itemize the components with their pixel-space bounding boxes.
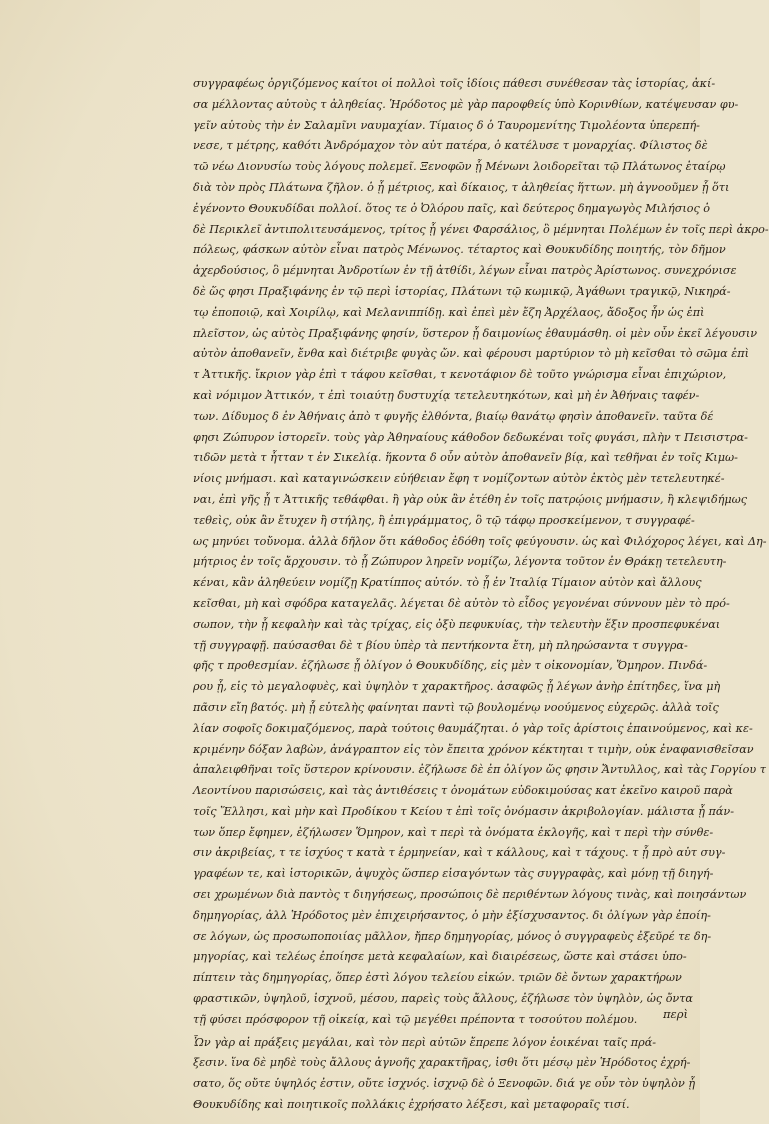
text-line: Λεοντίνου παρισώσεις, καὶ τὰς ἀντιθέσεις τ ὀνομάτων εὐδοκιμούσας κατ ἐκεῖνο καιροῦ παρὰ [193, 784, 733, 798]
text-line: σωπον, τὴν ᾗ κεφαλὴν καὶ τὰς τρίχας, εἰς ὀξὺ πεφυκυίας, τὴν τελευτὴν ἕξιν προσπεφυκέναι [193, 617, 721, 631]
text-line: τοῖς Ἕλλησι, καὶ μὴν καὶ Προδίκου τ Κείου τ ἐπὶ τοῖς ὀνόμασιν ἀκριβολογίαν. μάλιστα ᾗ πάν- [193, 804, 734, 818]
text-line: γεῖν αὐτοὺς τὴν ἐν Σαλαμῖνι ναυμαχίαν. Τίμαιος δ ὁ Ταυρομενίτης Τιμολέοντα ὑπερεπή- [193, 118, 700, 132]
text-line: σε λόγων, ὡς προσωποποιίας μᾶλλον, ἤπερ δημηγορίας, μόνος ὁ συγγραφεὺς ἐξεῦρέ τε δη- [193, 929, 712, 943]
text-line: των ὅπερ ἔφημεν, ἐζήλωσεν Ὅμηρον, καὶ τ περὶ τὰ ὀνόματα ἐκλογῆς, καὶ τ περὶ τὴν σύνθε- [193, 825, 714, 839]
text-line: τεθεὶς, οὐκ ἂν ἔτυχεν ἢ στήλης, ἢ ἐπιγράμματος, ὃ τῷ τάφῳ προσκείμενον, τ συγγραφέ- [193, 513, 695, 527]
text-block [193, 74, 769, 1116]
text-line: νεσε, τ μέτρης, καθότι Ἀνδρόμαχον τὸν αὐτ πατέρα, ὁ κατέλυσε τ μοναρχίας. Φίλιστος δὲ [193, 139, 708, 153]
text-line: κεῖσθαι, μὴ καὶ σφόδρα καταγελᾶς. λέγεται δὲ αὐτὸν τὸ εἶδος γεγονέναι σύννουν μὲν τὸ πρό- [193, 596, 730, 610]
text-line: τῶ νέω Διονυσίω τοὺς λόγους πολεμεῖ. Ξενοφῶν ᾗ Μένωνι λοιδορεῖται τῷ Πλάτωνος ἑταίρῳ [193, 160, 726, 174]
text-line: σει χρωμένων διὰ παντὸς τ διηγήσεως, προσώποις δὲ περιθέντων λόγους τινὰς, καὶ ποιησάντων [193, 888, 747, 902]
text-line: φραστικῶν, ὑψηλοῦ, ἰσχνοῦ, μέσου, παρεὶς τοὺς ἄλλους, ἐζήλωσε τὸν ὑψηλὸν, ὡς ὄντα [193, 992, 693, 1006]
text-line: μήτριος ἐν τοῖς ἄρχουσιν. τὸ ᾗ Ζώπυρον ληρεῖν νομίζω, λέγοντα τοῦτον ἐν Θράκῃ τετελευτη- [193, 555, 727, 569]
text-line: ναι, ἐπὶ γῆς ᾗ τ Ἀττικῆς τεθάφθαι. ἢ γὰρ οὐκ ἂν ἐτέθη ἐν τοῖς πατρῴοις μνήμασιν, ἢ κλεψιδήμως [193, 492, 748, 506]
text-line: αὐτὸν ἀποθανεῖν, ἔνθα καὶ διέτριβε φυγὰς ὤν. καὶ φέρουσι μαρτύριον τὸ μὴ κεῖσθαι τὸ σῶμα ἐπὶ [193, 347, 749, 361]
text-line: τῳ ἐποποιῷ, καὶ Χοιρίλῳ, καὶ Μελανιππίδῃ. καὶ ἐπεὶ μὲν ἔζη Ἀρχέλαος, ἄδοξος ἦν ὡς ἐπὶ [193, 305, 705, 319]
text-line: Θουκυδίδης καὶ ποιητικοῖς πολλάκις ἐχρήσατο λέξεσι, καὶ μεταφοραῖς τισί. [193, 1098, 630, 1112]
text-line: ἀχερδούσιος, ὃ μέμνηται Ἀνδροτίων ἐν τῇ ἀτθίδι, λέγων εἶναι πατρὸς Ἀρίστωνος. συνεχρόνισε [193, 264, 737, 278]
text-line: τ Ἀττικῆς. ἴκριον γὰρ ἐπὶ τ τάφου κεῖσθαι, τ κενοτάφιον δὲ τοῦτο γνώρισμα εἶναι ἐπιχώριον, [193, 368, 727, 382]
text-line: ξεσιν. ἵνα δὲ μηδὲ τοὺς ἄλλους ἀγνοῆς χαρακτῆρας, ἰσθι ὅτι μέσῳ μὲν Ἡρόδοτος ἐχρή- [193, 1056, 691, 1070]
text-line: τῇ συγγραφῇ. παύσασθαι δὲ τ βίου ὑπὲρ τὰ πεντήκοντα ἔτη, μὴ πληρώσαντα τ συγγρα- [193, 638, 688, 652]
text-line: Ὧν γὰρ αἱ πράξεις μεγάλαι, καὶ τὸν περὶ αὐτῶν ἔπρεπε λόγον ἐοικέναι ταῖς πρά- [193, 1035, 657, 1049]
text-line: των. Δίδυμος δ ἐν Ἀθήναις ἀπὸ τ φυγῆς ἐλθόντα, βιαίῳ θανάτῳ φησὶν ἀποθανεῖν. ταῦτα δέ [193, 409, 714, 423]
text-line: ρου ᾗ, εἰς τὸ μεγαλοφυὲς, καὶ ὑψηλὸν τ χαρακτῆρος. ἀσαφῶς ᾗ λέγων ἀνὴρ ἐπίτηδες, ἵνα μὴ [193, 680, 721, 694]
text-line: τιδῶν μετὰ τ ἧτταν τ ἐν Σικελίᾳ. ἥκοντα δ οὖν αὐτὸν ἀποθανεῖν βίᾳ, καὶ τεθῆναι ἐν τοῖς Κιμω- [193, 451, 738, 465]
text-line: ως μηνύει τοὔνομα. ἀλλὰ δῆλον ὅτι κάθοδος ἐδόθη τοῖς φεύγουσιν. ὡς καὶ Φιλόχορος λέγει, καὶ Δη- [193, 534, 767, 548]
text-line: ἀπαλειφθῆναι τοῖς ὕστερον κρίνουσιν. ἐζήλωσε δὲ ἐπ ὀλίγον ὥς φησιν Ἄντυλλος, καὶ τὰς Γοργίου τ [193, 763, 766, 777]
text-line: δημηγορίας, ἀλλ Ἡρόδοτος μὲν ἐπιχειρήσαντος, ὁ μὴν ἐξίσχυσαντος. δι ὀλίγων γὰρ ἐποίη- [193, 908, 711, 922]
text-line: συγγραφέως ὀργιζόμενος καίτοι οἱ πολλοὶ τοῖς ἰδίοις πάθεσι συνέθεσαν τὰς ἱστορίας, ἀκί- [193, 77, 716, 90]
text-line: λίαν σοφοῖς δοκιμαζόμενος, παρὰ τούτοις θαυμάζηται. ὁ γὰρ τοῖς ἀρίστοις ἐπαινούμενος, καὶ κε- [193, 721, 753, 735]
text-line: φῆς τ προθεσμίαν. ἐζήλωσε ᾗ ὀλίγον ὁ Θουκυδίδης, εἰς μὲν τ οἰκονομίαν, Ὅμηρον. Πινδά- [193, 659, 708, 673]
text-line: φησι Ζώπυρον ἱστορεῖν. τοὺς γὰρ Ἀθηναίους κάθοδον δεδωκέναι τοῖς φυγάσι, πλὴν τ Πεισιστρα- [193, 430, 748, 444]
text-line: δὲ ὥς φησι Πραξιφάνης ἐν τῷ περὶ ἱστορίας, Πλάτωνι τῷ κωμικῷ, Ἀγάθωνι τραγικῷ, Νικηρά- [193, 284, 731, 298]
text-line: διὰ τὸν πρὸς Πλάτωνα ζῆλον. ὁ ᾗ μέτριος, καὶ δίκαιος, τ ἀληθείας ἥττων. μὴ ἀγνοοῦμεν ᾗ ὅτι [193, 180, 730, 194]
text-line: σιν ἀκριβείας, τ τε ἰσχύος τ κατὰ τ ἑρμηνείαν, καὶ τ κάλλους, καὶ τ τάχους. τ ᾗ πρὸ αὐτ συγ- [193, 846, 726, 860]
text-line: καὶ νόμιμον Ἀττικόν, τ ἐπὶ τοιαύτῃ δυστυχίᾳ τετελευτηκότων, καὶ μὴ ἐν Ἀθήναις ταφέν- [193, 388, 700, 402]
text-line: σα μέλλοντας αὐτοὺς τ ἀληθείας. Ἡρόδοτος μὲ γὰρ παροφθείς ὑπὸ Κορινθίων, κατέψευσαν φυ- [193, 97, 739, 111]
text-line: τῇ φύσει πρόσφορον τῇ οἰκείᾳ, καὶ τῷ μεγέθει πρέποντα τ τοσούτου πολέμου. [193, 1012, 638, 1026]
text-line: κριμένην δόξαν λαβὼν, ἀνάγραπτον εἰς τὸν ἔπειτα χρόνον κέκτηται τ τιμὴν, οὐκ ἐναφανισθεῖσαν [193, 742, 754, 756]
text-line: σατο, ὅς οὔτε ὑψηλός ἐστιν, οὔτε ἰσχνός. ἰσχνῷ δὲ ὁ Ξενοφῶν. διά γε οὖν τὸν ὑψηλὸν ᾗ [193, 1077, 696, 1091]
text-line: κέναι, κἂν ἀληθεύειν νομίζῃ Κρατίππος αὐτόν. τὸ ᾗ ἐν Ἰταλίᾳ Τίμαιον αὐτὸν καὶ ἄλλους [193, 576, 702, 590]
text-line: πλεῖστον, ὡς αὐτὸς Πραξιφάνης φησίν, ὕστερον ᾗ δαιμονίως ἐθαυμάσθη. οἱ μὲν οὖν ἐκεῖ λέγουσιν [193, 326, 758, 340]
text-line: μηγορίας, καὶ τελέως ἐποίησε μετὰ κεφαλαίων, καὶ διαιρέσεως, ὥστε καὶ στάσει ὑπο- [193, 950, 687, 964]
text-line: γραφέων τε, καὶ ἱστορικῶν, ἀψυχὸς ὥσπερ εἰσαγόντων τὰς συγγραφὰς, καὶ μόνῃ τῇ διηγή- [193, 867, 714, 881]
text-line: πόλεως, φάσκων αὐτὸν εἶναι πατρὸς Μένωνος. τέταρτος καὶ Θουκυδίδης ποιητής, τὸν δῆμον [193, 243, 726, 257]
text-line: δὲ Περικλεῖ ἀντιπολιτευσάμενος, τρίτος ᾗ γένει Φαρσάλιος, ὃ μέμνηται Πολέμων ἐν τοῖς περὶ ἀκρο- [193, 222, 769, 236]
catchword: περὶ [663, 1007, 688, 1021]
text-line: νίοις μνήμασι. καὶ καταγινώσκειν εὐήθειαν ἔφη τ νομίζοντων αὐτὸν ἐκτὸς μὲν τετελευτηκέ- [193, 472, 725, 486]
text-line: ἐγένοντο Θουκυδίδαι πολλοί. ὅτος τε ὁ Ὀλόρου παῖς, καὶ δεύτερος δημαγωγὸς Μιλήσιος ὁ [193, 201, 711, 215]
text-line: πίπτειν τὰς δημηγορίας, ὅπερ ἐστὶ λόγου τελείου εἰκών. τριῶν δὲ ὄντων χαρακτήρων [193, 971, 682, 985]
text-line: πᾶσιν εἴη βατός. μὴ ᾗ εὐτελὴς φαίνηται παντὶ τῷ βουλομένῳ νοούμενος εὐχερῶς. ἀλλὰ τοῖς [193, 700, 719, 714]
